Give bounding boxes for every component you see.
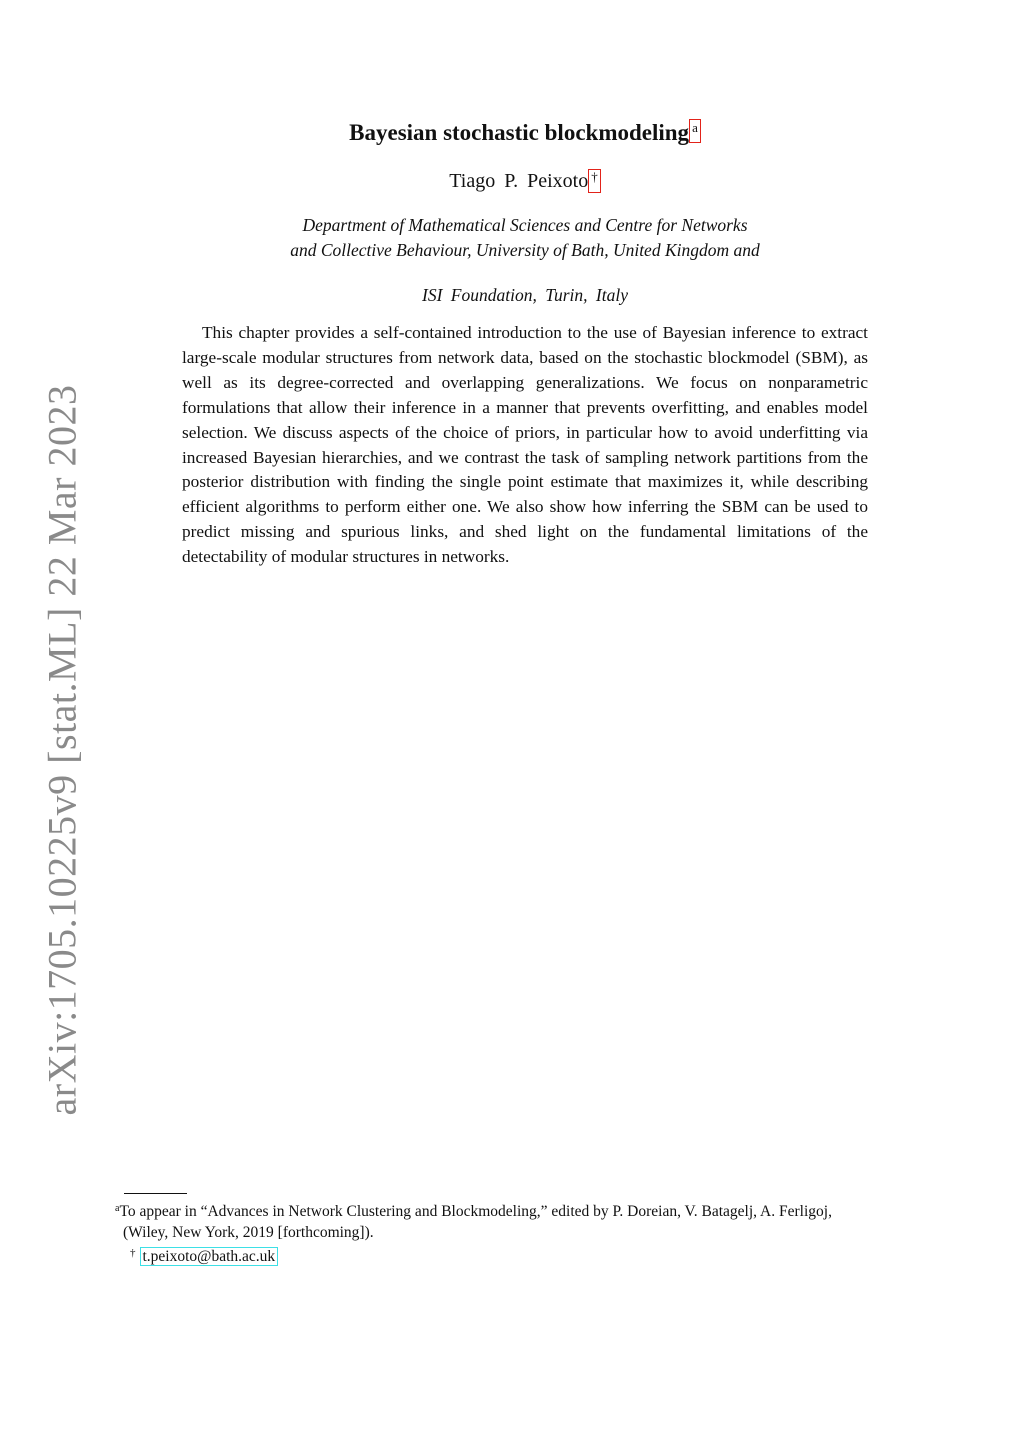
author — [0, 168, 1024, 194]
affiliation-line-1: Department of Mathematical Sciences and Centre for Networks — [302, 215, 748, 235]
footnote-a-continued: (Wiley, New York, 2019 [forthcoming]). — [123, 1223, 374, 1241]
author-name: Tiago P. Peixoto — [449, 170, 589, 192]
arxiv-identifier: arXiv:1705.10225v9 [stat.ML] 22 Mar 2023 — [39, 384, 85, 1116]
affiliation-line-2: and Collective Behaviour, University of Bath, United Kingdom and — [290, 240, 760, 260]
footnote-dagger — [115, 1243, 945, 1268]
affiliation-block — [0, 213, 1024, 263]
footnote-dagger-mark: † — [130, 1247, 136, 1259]
footnote-a-text: To appear in “Advances in Network Clustering and Blockmodeling,” edited by P. Doreian, V. Batagelj, A. Ferligoj, — [119, 1203, 832, 1220]
footnote-a-mark: a — [115, 1203, 120, 1214]
footnotes — [115, 1199, 945, 1268]
author-email-link[interactable]: t.peixoto@bath.ac.uk — [140, 1247, 279, 1266]
paper-title-text: Bayesian stochastic blockmodeling — [349, 120, 690, 145]
author-footnote-link[interactable]: † — [588, 169, 601, 193]
affiliation-line-3: ISI Foundation, Turin, Italy — [422, 285, 628, 305]
abstract: This chapter provides a self-contained introduction to the use of Bayesian inference to extract large-scale modular structures from network data, based on the stochastic blockmodel (SBM), as well as its degree-corrected and overlapping generalizations. We focus on nonparametric formulations that allow their inference in a manner that prevents overfitting, and enables model selection. We discuss aspects of the choice of priors, in particular how to avoid underfitting via increased Bayesian hierarchies, and we contrast the task of sampling network partitions from the posterior distribution with finding the single point estimate that maximizes it, while describing efficient algorithms to perform either one. We also show how inferring the SBM can be used to predict missing and spurious links, and shed light on the fundamental limitations of the detectability of modular structures in networks. — [182, 323, 868, 567]
footnote-a — [115, 1199, 945, 1223]
footnote-rule — [124, 1193, 187, 1194]
paper-title — [0, 118, 1024, 148]
title-footnote-link[interactable]: a — [689, 119, 701, 143]
